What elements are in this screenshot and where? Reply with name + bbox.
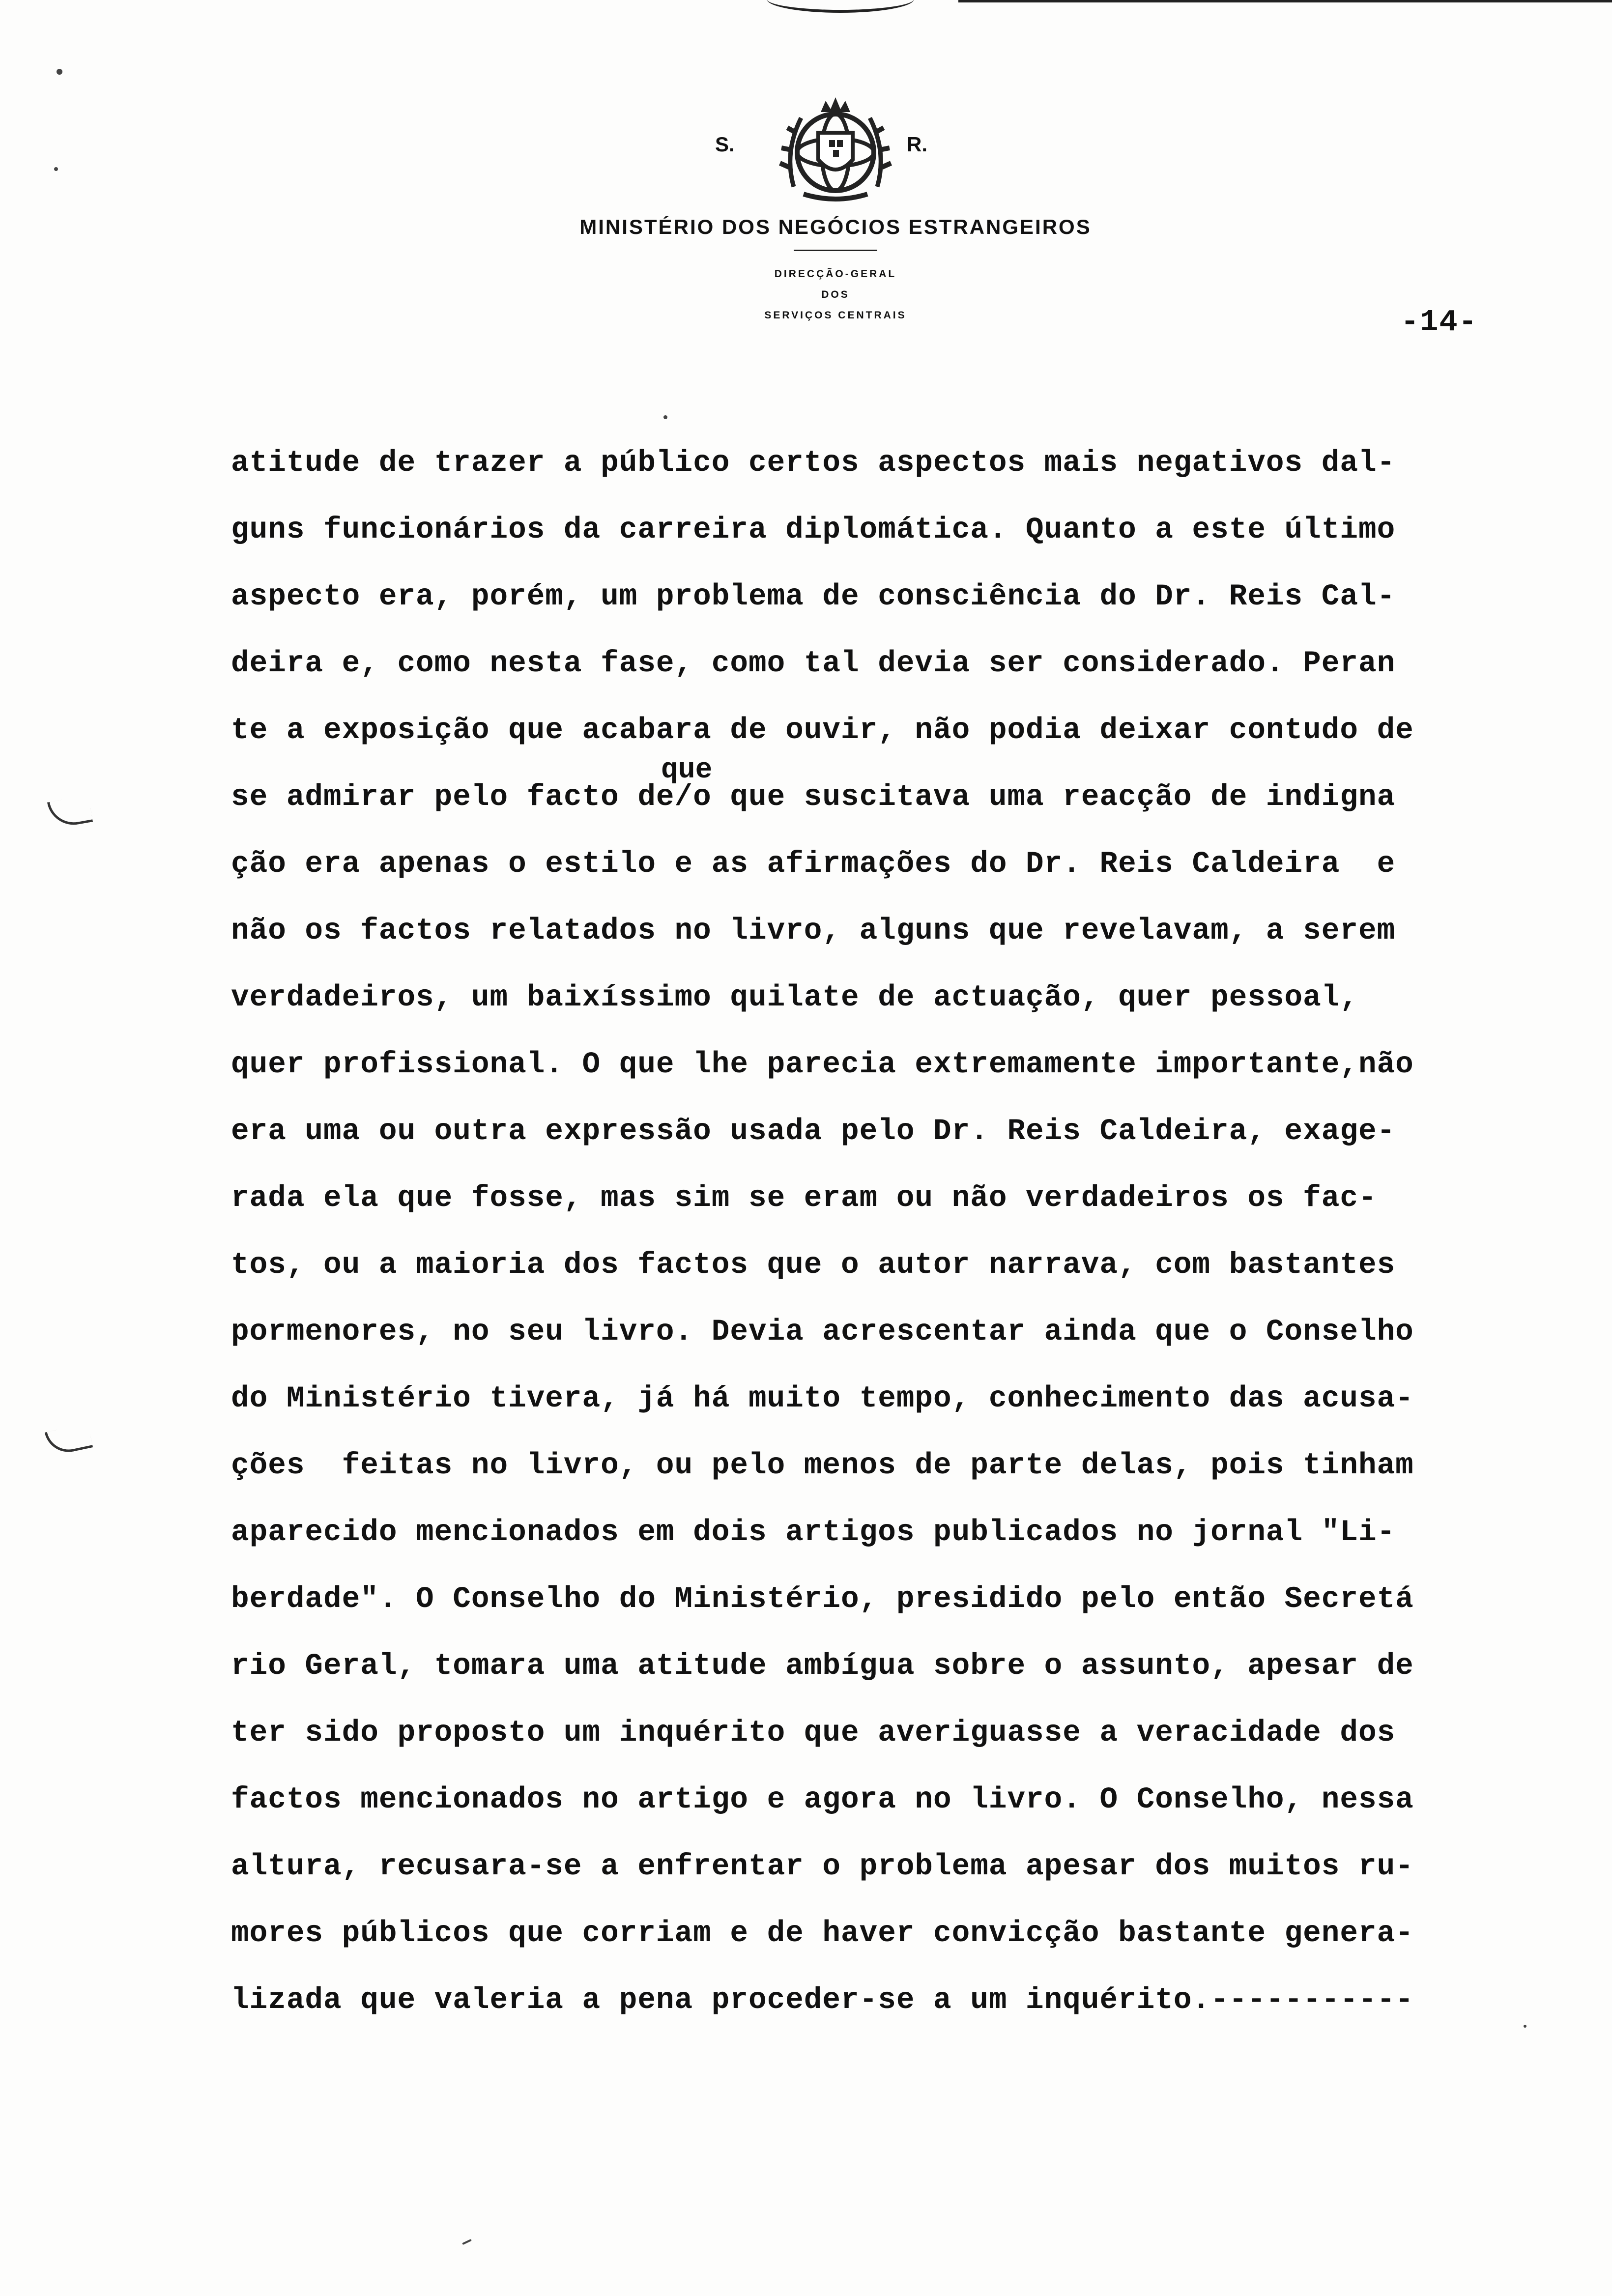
text-line: tos, ou a maioria dos factos que o autor narrava, com bastantes — [231, 1248, 1396, 1282]
ministry-name: MINISTÉRIO DOS NEGÓCIOS ESTRANGEIROS — [579, 215, 1092, 238]
text-line: berdade". O Conselho do Ministério, presidido pelo então Secretá — [231, 1582, 1414, 1616]
text-line: verdadeiros, um baixíssimo quilate de actuação, quer pessoal, — [231, 981, 1358, 1015]
text-line: ções feitas no livro, ou pelo menos de parte delas, pois tinham — [231, 1449, 1414, 1483]
text-line: rada ela que fosse, mas sim se eram ou não verdadeiros os fac- — [231, 1181, 1377, 1215]
department-line-2: DOS — [821, 289, 850, 300]
text-line: se admirar pelo facto de/o que suscitava uma reacção de indigna — [231, 780, 1396, 814]
letterhead-initial-right: R. — [907, 133, 927, 156]
text-line: ção era apenas o estilo e as afirmações do Dr. Reis Caldeira e — [231, 847, 1396, 881]
department-line-1: DIRECÇÃO-GERAL — [774, 268, 897, 280]
text-line: deira e, como nesta fase, como tal devia ser considerado. Peran — [231, 647, 1396, 681]
coat-of-arms-icon — [774, 93, 897, 206]
text-line: factos mencionados no artigo e agora no livro. O Conselho, nessa — [231, 1783, 1414, 1817]
text-line: ter sido proposto um inquérito que averiguasse a veracidade dos — [231, 1716, 1396, 1750]
text-line: quer profissional. O que lhe parecia extremamente importante,não — [231, 1048, 1414, 1082]
text-line: aspecto era, porém, um problema de consciência do Dr. Reis Cal- — [231, 580, 1396, 614]
letterhead — [491, 93, 1180, 326]
paper-speck — [57, 69, 62, 75]
text-line: altura, recusara-se a enfrentar o problema apesar dos muitos ru- — [231, 1850, 1414, 1884]
top-edge-line — [958, 0, 1612, 2]
text-line: rio Geral, tomara uma atitude ambígua sobre o assunto, apesar de — [231, 1649, 1414, 1683]
margin-punch-mark — [45, 1423, 93, 1457]
page-number: -14- — [1401, 305, 1478, 340]
text-line: do Ministério tivera, já há muito tempo, conhecimento das acusa- — [231, 1382, 1414, 1416]
margin-punch-mark — [47, 795, 93, 829]
paper-speck — [663, 415, 667, 419]
paper-speck — [54, 167, 58, 171]
text-line: te a exposição que acabara de ouvir, não podia deixar contudo de — [231, 714, 1414, 747]
text-line: aparecido mencionados em dois artigos publicados no jornal "Li- — [231, 1516, 1396, 1550]
text-line: guns funcionários da carreira diplomática. Quanto a este último — [231, 513, 1396, 547]
interlinear-insert: que — [661, 754, 713, 786]
text-line: pormenores, no seu livro. Devia acrescentar ainda que o Conselho — [231, 1315, 1414, 1349]
text-line: era uma ou outra expressão usada pelo Dr. Reis Caldeira, exage- — [231, 1115, 1396, 1148]
body-text — [231, 430, 1538, 2034]
paper-speck — [1524, 2025, 1526, 2028]
crest-row — [491, 93, 1180, 206]
text-line: atitude de trazer a público certos aspectos mais negativos dal- — [231, 446, 1396, 480]
department-line-3: SERVIÇOS CENTRAIS — [764, 310, 907, 321]
text-line: lizada que valeria a pena proceder-se a um inquérito.----------- — [231, 1983, 1414, 2017]
text-line: mores públicos que corriam e de haver convicção bastante genera- — [231, 1917, 1414, 1951]
binding-mark — [767, 0, 914, 13]
paper-speck — [462, 2239, 472, 2245]
letterhead-rule — [794, 250, 877, 251]
letterhead-initial-left: S. — [715, 133, 735, 156]
text-line: não os factos relatados no livro, alguns que revelavam, a serem — [231, 914, 1396, 948]
